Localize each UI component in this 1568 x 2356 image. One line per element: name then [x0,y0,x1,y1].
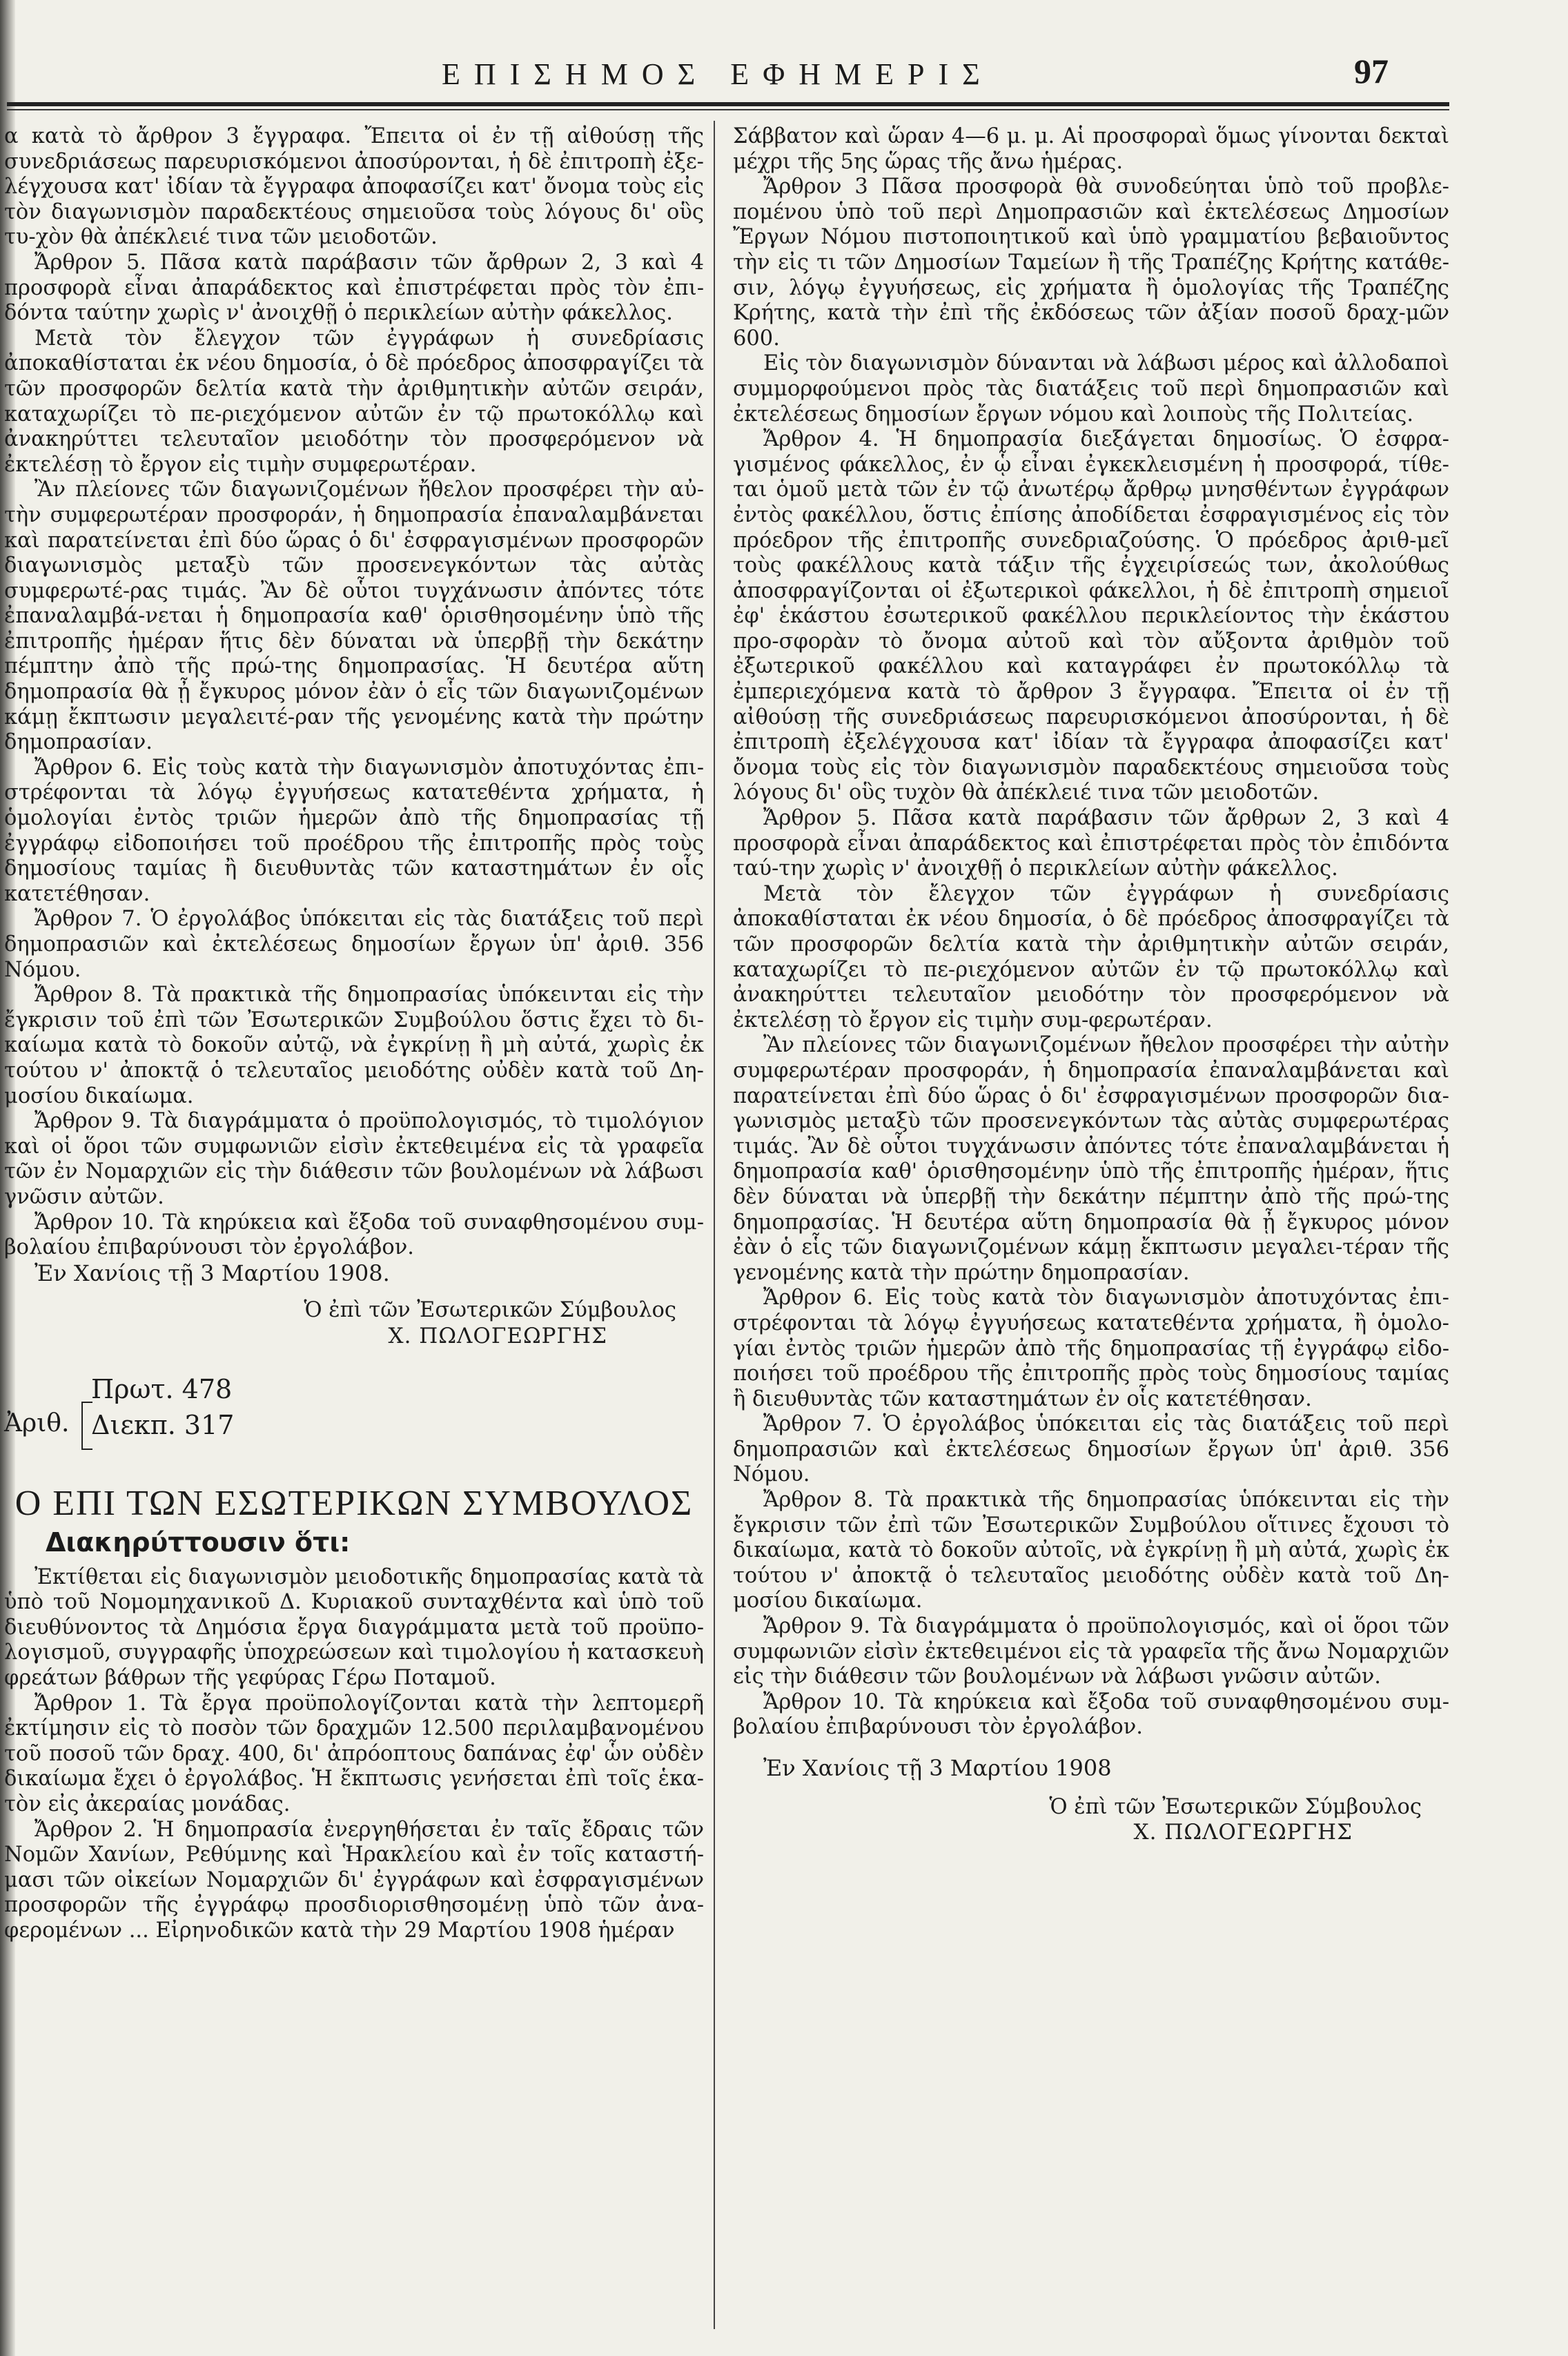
paragraph: Σάββατον καὶ ὥραν 4—6 μ. μ. Αἱ προσφοραὶ ὅμως γίνονται δεκταὶ μέχρι τῆς 5ης ὥρας τῆς ἄνω ἡμέρας. [733,124,1449,174]
paragraph: Ἄρθρον 3 Πᾶσα προσφορὰ θὰ συνοδεύηται ὑπὸ τοῦ προβλε-πομένου ὑπὸ τοῦ περὶ Δημοπρασιῶν καὶ ἐκτελέσεως Δημοσίων Ἔργων Νόμου πιστοποιητικοῦ καὶ ὑπὸ γραμματίου βεβαιοῦντος τὴν εἰς τι τῶν Δημοσίων Ταμείων ἢ τῆς Τραπέζης Κρήτης κατάθε-σιν, λόγῳ ἐγγυήσεως, εἰς χρήματα ἢ ὁμολογίας τῆς Τραπέζης Κρήτης, κατὰ τὴν ἐπὶ τῆς ἐκδόσεως τῶν ἀξίαν ποσοῦ δραχ-μῶν 600. [733,175,1449,351]
paragraph: Μετὰ τὸν ἔλεγχον τῶν ἐγγράφων ἡ συνεδρίασις ἀποκαθίσταται ἐκ νέου δημοσία, ὁ δὲ πρόεδρος ἀποσφραγίζει τὰ τῶν προσφορῶν δελτία κατὰ τὴν ἀριθμητικὴν αὐτῶν σειράν, καταχωρίζει τὸ πε-ριεχόμενον αὐτῶν ἐν τῷ πρωτοκόλλῳ καὶ ἀνακηρύττει τελευταῖον μειοδότην τὸν προσφερόμενον νὰ ἐκτελέσῃ τὸ ἔργον εἰς τιμὴν συμφερωτέραν. [4,326,704,477]
dispatch-number: Διεκπ. 317 [91,1409,235,1440]
signature-title: Ὁ ἐπὶ τῶν Ἐσωτερικῶν Σύμβουλος [304,1298,676,1323]
header-rule-thin [7,109,1449,110]
signature-title: Ὁ ἐπὶ τῶν Ἐσωτερικῶν Σύμβουλος [1049,1794,1422,1819]
date-line: Ἐν Χανίοις τῇ 3 Μαρτίου 1908. [35,1259,390,1286]
header-rule [7,102,1449,106]
paragraph: Ἄρθρον 10. Τὰ κηρύκεια καὶ ἔξοδα τοῦ συναφθησομένου συμ-βολαίου ἐπιβαρύνουσι τὸν ἐργολάβον. [4,1210,704,1260]
running-title: ΕΠΙΣΗΜΟΣ ΕΦΗΜΕΡΙΣ [442,57,994,91]
paragraph: Εἰς τὸν διαγωνισμὸν δύνανται νὰ λάβωσι μέρος καὶ ἀλλοδαποὶ συμμορφούμενοι πρὸς τὰς διατάξεις τοῦ περὶ δημοπρασιῶν καὶ ἐκτελέσεως δημοσίων ἔργων νόμου καὶ λοιποὺς τῆς Πολιτείας. [733,351,1449,426]
paragraph: Ἄρθρον 8. Τὰ πρακτικὰ τῆς δημοπρασίας ὑπόκεινται εἰς τὴν ἔγκρισιν τῶν ἐπὶ τῶν Ἐσωτερικῶν Συμβούλου οἵτινες ἔχουσι τὸ δικαίωμα, κατὰ τὸ δοκοῦν αὐτοῖς, νὰ ἐγκρίνῃ ἢ μὴ αὐτά, χωρὶς ἐκ τούτου ν' ἀποκτᾷ ὁ τελευταῖος μειοδότης οὐδὲν κατὰ τοῦ Δη-μοσίου δικαίωμα. [733,1488,1449,1613]
signature-name: Χ. ΠΩΛΟΓΕΩΡΓΗΣ [388,1323,607,1348]
reference-label: Ἀριθ. [4,1408,70,1437]
paragraph: Ἄρθρον 2. Ἡ δημοπρασία ἐνεργηθήσεται ἐν ταῖς ἔδραις τῶν Νομῶν Χανίων, Ρεθύμνης καὶ Ἡρακλείου καὶ ἐν τοῖς καταστή-μασι τῶν οἰκείων Νομαρχιῶν δι' ἐγγράφων καὶ ἐσφραγισμένων προσφορῶν τῆς ἐγγράφῳ προσδιορισθησομένῃ ὑπὸ τῶν ἀνα-φερομένων ... Εἰρηνοδικῶν κατὰ τὴν 29 Μαρτίου 1908 ἡμέραν [4,1817,704,1943]
paragraph: Ἄρθρον 5. Πᾶσα κατὰ παράβασιν τῶν ἄρθρων 2, 3 καὶ 4 προσφορὰ εἶναι ἀπαράδεκτος καὶ ἐπιστρέφεται πρὸς τὸν ἐπιδόντα ταύ-την χωρὶς ν' ἀνοιχθῇ ὁ περικλείων αὐτὴν φάκελλος. [733,806,1449,881]
paragraph: Ἄρθρον 1. Τὰ ἔργα προϋπολογίζονται κατὰ τὴν λεπτομερῆ ἐκτίμησιν εἰς τὸ ποσὸν τῶν δραχμῶν 12.500 περιλαμβανομένου τοῦ ποσοῦ τῶν δραχ. 400, δι' ἀπρόοπτους δαπάνας ἐφ' ὧν οὐδὲν δικαίωμα ἔχει ὁ ἐργολάβος. Ἡ ἔκπτωσις γενήσεται ἐπὶ τοῖς ἑκα-τὸν εἰς ἀκεραίας μονάδας. [4,1691,704,1817]
paragraph: Ἄρθρον 7. Ὁ ἐργολάβος ὑπόκειται εἰς τὰς διατάξεις τοῦ περὶ δημοπρασιῶν καὶ ἐκτελέσεως δημοσίων ἔργων ὑπ' ἀριθ. 356 Νόμου. [4,907,704,982]
page-header [0,0,1568,104]
section-heading: Ο ΕΠΙ ΤΩΝ ΕΣΩΤΕΡΙΚΩΝ ΣΥΜΒΟΥΛΟΣ [14,1483,694,1523]
date-line: Ἐν Χανίοις τῇ 3 Μαρτίου 1908 [763,1755,1112,1781]
paragraph: Ἂν πλείονες τῶν διαγωνιζομένων ἤθελον προσφέρει τὴν αὐτὴν συμφερωτέραν προσφοράν, ἡ δημοπρασία ἐπαναλαμβάνεται καὶ παρατείνεται ἐπὶ δύο ὥρας ὁ δι' ἐσφραγισμένων προσφορῶν δια-γωνισμὸς μεταξὺ τῶν προσενεγκόντων τὰς αὐτὰς συμφερωτέρας τιμάς. Ἂν δὲ οὗτοι τυγχάνωσιν ἀπόντες τότε ἐπαναλαμβάνεται ἡ δημοπρασία καθ' ὁρισθησομένην ὑπὸ τῆς ἐπιτροπῆς ἡμέραν, ἥτις δὲν δύναται νὰ ὑπερβῇ τὴν δεκάτην πέμπτην ἀπὸ τῆς πρώ-της δημοπρασίας. Ἡ δευτέρα αὕτη δημοπρασία θὰ ᾖ ἔγκυρος μόνον ἐὰν ὁ εἷς τῶν διαγωνιζομένων κάμῃ ἔκπτωσιν μεγαλει-τέραν τῆς γενομένης κατὰ τὴν πρώτην δημοπρασίαν. [733,1033,1449,1285]
paragraph: Ἐκτίθεται εἰς διαγωνισμὸν μειοδοτικῆς δημοπρασίας κατὰ τὰ ὑπὸ τοῦ Νομομηχανικοῦ Δ. Κυριακοῦ συνταχθέντα καὶ ὑπὸ τοῦ διευθύνοντος τὰ Δημόσια ἔργα διαγράμματα μετὰ τοῦ προϋπο-λογισμοῦ, συγγραφῆς ὑποχρεώσεων καὶ τιμολογίου ἡ κατασκευὴ φρεάτων βάθρων τῆς γεφύρας Γέρω Ποταμοῦ. [4,1564,704,1691]
paragraph: Ἄρθρον 4. Ἡ δημοπρασία διεξάγεται δημοσίως. Ὁ ἐσφρα-γισμένος φάκελλος, ἐν ᾧ εἶναι ἐγκεκλεισμένη ἡ προσφορά, τίθε-ται ὁμοῦ μετὰ τῶν ἐν τῷ ἀνωτέρῳ ἄρθρῳ μνησθέντων ἐγγράφων ἐντὸς φακέλλου, ὅστις ἐπίσης ἀποδίδεται ἐσφραγισμένος εἰς τὸν πρόεδρον τῆς ἐπιτροπῆς συνεδριαζούσης. Ὁ πρόεδρος ἀριθ-μεῖ τοὺς φακέλλους κατὰ τάξιν τῆς ἐγχειρίσεώς των, ἀκολούθως ἀποσφραγίζονται οἱ ἐξωτερικοὶ φάκελλοι, ἡ δὲ ἐπιτροπὴ σημειοῖ ἐφ' ἑκάστου ἐσωτερικοῦ φακέλλου περικλείοντος τὴν ἑκάστου προ-σφορὰν τὸ ὄνομα αὐτοῦ καὶ τὸν αὔξοντα ἀριθμὸν τοῦ ἐξωτερικοῦ φακέλλου καὶ καταγράφει ἐν πρωτοκόλλῳ τὰ ἐμπεριεχόμενα κατὰ τὸ ἄρθρον 3 ἔγγραφα. Ἔπειτα οἱ ἐν τῇ αἰθούσῃ τῆς συνεδριάσεως παρευρισκόμενοι ἀποσύρονται, ἡ δὲ ἐπιτροπὴ ἐξελέγχουσα κατ' ἰδίαν τὰ ἔγγραφα ἀποφασίζει κατ' ὄνομα τοὺς εἰς τὸν διαγωνισμὸν παραδεκτέους σημειοῦσα τοὺς λόγους δι' οὓς τυχὸν θὰ ἀπέκλειέ τινα τῶν μειοδοτῶν. [733,427,1449,805]
paragraph: Ἄρθρον 5. Πᾶσα κατὰ παράβασιν τῶν ἄρθρων 2, 3 καὶ 4 προσφορὰ εἶναι ἀπαράδεκτος καὶ ἐπιστρέφεται πρὸς τὸν ἐπι-δόντα ταύτην χωρὶς ν' ἀνοιχθῇ ὁ περικλείων αὐτὴν φάκελλος. [4,250,704,326]
paragraph: Ἄρθρον 6. Εἰς τοὺς κατὰ τὸν διαγωνισμὸν ἀποτυχόντας ἐπι-στρέφονται τὰ λόγῳ ἐγγυήσεως κατατεθέντα χρήματα, ἢ ὁμολο-γίαι ἐντὸς τριῶν ἡμερῶν ἀπὸ τῆς δημοπρασίας τῇ ἐγγράφῳ εἰδο-ποιήσει τοῦ προέδρου τῆς ἐπιτροπῆς πρὸς τοὺς δημοσίους ταμίας ἢ διευθυντὰς τῶν καταστημάτων ἐν οἷς κατετέθησαν. [733,1286,1449,1411]
column-divider [714,121,715,2329]
signature-name: Χ. ΠΩΛΟΓΕΩΡΓΗΣ [1133,1820,1353,1845]
paragraph: Ἄρθρον 8. Τὰ πρακτικὰ τῆς δημοπρασίας ὑπόκεινται εἰς τὴν ἔγκρισιν τοῦ ἐπὶ τῶν Ἐσωτερικῶν Συμβούλου ὅστις ἔχει τὸ δι-καίωμα κατὰ τὸ δοκοῦν αὐτῷ, νὰ ἐγκρίνῃ ἢ μὴ αὐτά, χωρὶς ἐκ τούτου ν' ἀποκτᾷ ὁ τελευταῖος μειοδότης οὐδὲν κατὰ τοῦ Δη-μοσίου δικαίωμα. [4,983,704,1108]
left-column [4,124,704,1944]
paragraph: Ἄρθρον 7. Ὁ ἐργολάβος ὑπόκειται εἰς τὰς διατάξεις τοῦ περὶ δημοπρασιῶν καὶ ἐκτελέσεως δημοσίων ἔργων ὑπ' ἀριθ. 356 Νόμου. [733,1412,1449,1487]
paragraph: Ἄρθρον 9. Τὰ διαγράμματα ὁ προϋπολογισμός, καὶ οἱ ὅροι τῶν συμφωνιῶν εἰσὶν ἐκτεθειμένοι εἰς τὰ γραφεῖα τῆς ἄνω Νομαρχιῶν εἰς τὴν διάθεσιν τῶν βουλομένων νὰ λάβωσι γνῶσιν αὐτῶν. [733,1614,1449,1689]
right-column [733,124,1449,1845]
paragraph: Ἄρθρον 9. Τὰ διαγράμματα ὁ προϋπολογισμός, τὸ τιμολόγιον καὶ οἱ ὅροι τῶν συμφωνιῶν εἰσὶν ἐκτεθειμένα εἰς τὰ γραφεῖα τῶν ἐν Νομαρχιῶν εἰς τὴν διάθεσιν τῶν βουλομένων νὰ λάβωσι γνῶσιν αὐτῶν. [4,1109,704,1209]
announcement-subheading: Διακηρύττουσιν ὅτι: [46,1527,351,1558]
paragraph: Ἄρθρον 10. Τὰ κηρύκεια καὶ ἔξοδα τοῦ συναφθησομένου συμ-βολαίου ἐπιβαρύνουσι τὸν ἐργολάβον. [733,1689,1449,1740]
protocol-number: Πρωτ. 478 [91,1373,233,1404]
page-number: 97 [1354,52,1389,90]
paragraph: Ἄρθρον 6. Εἰς τοὺς κατὰ τὴν διαγωνισμὸν ἀποτυχόντας ἐπι-στρέφονται τὰ λόγῳ ἐγγυήσεως κατατεθέντα χρήματα, ἡ ὁμολογίαι ἐντὸς τριῶν ἡμερῶν ἀπὸ τῆς δημοπρασίας τῇ ἐγγράφῳ εἰδοποιήσει τοῦ προέδρου τῆς ἐπιτροπῆς πρὸς τοὺς δημοσίους ταμίας ἢ διευθυντὰς τῶν καταστημάτων ἐν οἷς κατετέθησαν. [4,755,704,906]
reference-block [4,1373,704,1473]
paragraph: α κατὰ τὸ ἄρθρον 3 ἔγγραφα. Ἔπειτα οἱ ἐν τῇ αἰθούσῃ τῆς συνεδριάσεως παρευρισκόμενοι ἀποσύρονται, ἡ δὲ ἐπιτροπὴ ἐξε-λέγχουσα κατ' ἰδίαν τὰ ἔγγραφα ἀποφασίζει κατ' ὄνομα τοὺς εἰς τὸν διαγωνισμὸν παραδεκτέους σημειοῦσα τοὺς λόγους δι' οὓς τυ-χὸν θὰ ἀπέκλειέ τινα τῶν μειοδοτῶν. [4,124,704,250]
paragraph: Ἂν πλείονες τῶν διαγωνιζομένων ἤθελον προσφέρει τὴν αὐ-τὴν συμφερωτέραν προσφοράν, ἡ δημοπρασία ἐπαναλαμβάνεται καὶ παρατείνεται ἐπὶ δύο ὥρας ὁ δι' ἐσφραγισμένων προσφορῶν διαγωνισμὸς μεταξὺ τῶν προσενεγκόντων τὰς αὐτὰς συμφερωτέ-ρας τιμάς. Ἂν δὲ οὗτοι τυγχάνωσιν ἀπόντες τότε ἐπαναλαμβά-νεται ἡ δημοπρασία καθ' ὁρισθησομένην ὑπὸ τῆς ἐπιτροπῆς ἡμέραν ἥτις δὲν δύναται νὰ ὑπερβῇ τὴν δεκάτην πέμπτην ἀπὸ τῆς πρώ-της δημοπρασίας. Ἡ δευτέρα αὕτη δημοπρασία θὰ ᾖ ἔγκυρος μόνον ἐὰν ὁ εἷς τῶν διαγωνιζομένων κάμῃ ἔκπτωσιν μεγαλειτέ-ραν τῆς γενομένης κατὰ τὴν πρώτην δημοπρασίαν. [4,478,704,755]
paragraph: Μετὰ τὸν ἔλεγχον τῶν ἐγγράφων ἡ συνεδρίασις ἀποκαθίσταται ἐκ νέου δημοσία, ὁ δὲ πρόεδρος ἀποσφραγίζει τὰ τῶν προσφορῶν δελτία κατὰ τὴν ἀριθμητικὴν αὐτῶν σειράν, καταχωρίζει τὸ πε-ριεχόμενον αὐτῶν ἐν τῷ πρωτοκόλλῳ καὶ ἀνακηρύττει τελευταῖον μειοδότην τὸν προσφερόμενον νὰ ἐκτελέσῃ τὸ ἔργον εἰς τιμὴν συμ-φερωτέραν. [733,881,1449,1032]
